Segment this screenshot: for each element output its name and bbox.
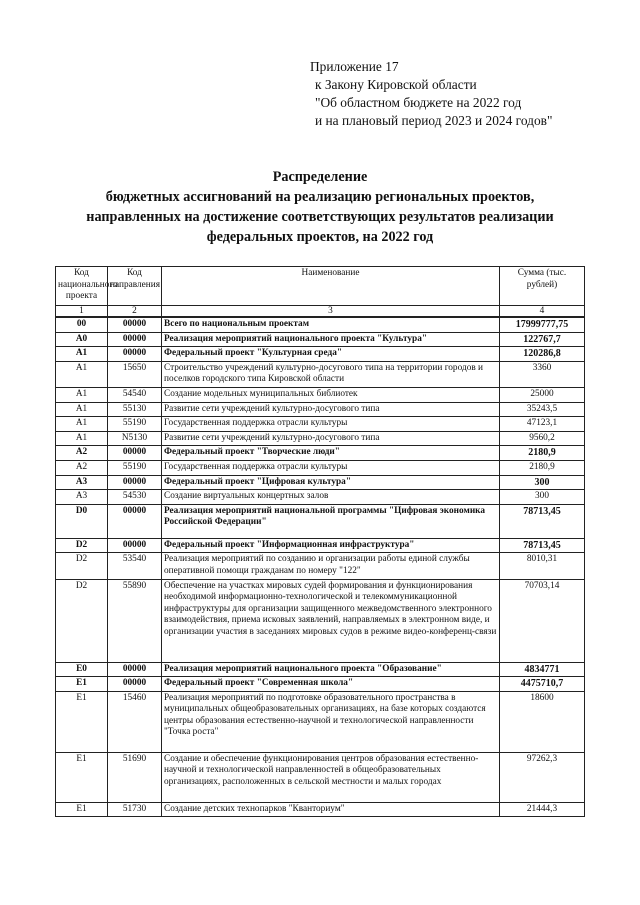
national-project-code-cell: A2 [56, 446, 108, 461]
name-cell: Обеспечение на участках мировых судей формирования и функционирования необходимой информационно-технологической и телекоммуникационной инфраструктуры для организации защищенного межведомственного электронного взаимодействия, приема исковых заявлений, направляемых в электронном виде, и организации участия в заседаниях мировых судов в режиме видео-конференц-связи [162, 579, 500, 662]
amount-cell: 18600 [500, 691, 585, 752]
amount-cell: 300 [500, 475, 585, 490]
national-project-code-cell: A1 [56, 361, 108, 387]
name-cell: Реализация мероприятий по подготовке образовательного пространства в муниципальных общеобразовательных организациях, на базе которых создаются центры образования естественно-научной и технологической направленности "Точка роста" [162, 691, 500, 752]
table-row [56, 387, 585, 402]
table-row [56, 347, 585, 362]
amount-cell: 2180,9 [500, 446, 585, 461]
amount-cell: 300 [500, 490, 585, 505]
appendix-header [310, 58, 552, 130]
national-project-code-cell: A0 [56, 332, 108, 347]
name-cell: Федеральный проект "Культурная среда" [162, 347, 500, 362]
name-cell: Создание и обеспечение функционирования центров образования естественно-научной и технологической направленностей в общеобразовательных организациях, расположенных в сельской местности и малых городах [162, 752, 500, 802]
column-number: 4 [500, 306, 585, 318]
national-project-code-cell: A1 [56, 387, 108, 402]
national-project-code-cell: A1 [56, 402, 108, 417]
amount-cell: 122767,7 [500, 332, 585, 347]
table-row [56, 579, 585, 662]
national-project-code-cell: D2 [56, 579, 108, 662]
name-cell: Государственная поддержка отрасли культуры [162, 460, 500, 475]
column-number: 3 [162, 306, 500, 318]
budget-table [55, 266, 585, 817]
table-row [56, 691, 585, 752]
direction-code-cell: 55190 [108, 417, 162, 432]
header-direction-code: Код направления [108, 267, 162, 306]
name-cell: Федеральный проект "Творческие люди" [162, 446, 500, 461]
table-body [56, 317, 585, 817]
direction-code-cell: 15460 [108, 691, 162, 752]
direction-code-cell: 54540 [108, 387, 162, 402]
amount-cell: 9560,2 [500, 431, 585, 446]
amount-cell: 17999777,75 [500, 317, 585, 332]
table-row [56, 553, 585, 579]
national-project-code-cell: D0 [56, 504, 108, 538]
national-project-code-cell: 00 [56, 317, 108, 332]
header-national-project-code: Код национального проекта [56, 267, 108, 306]
national-project-code-cell: A1 [56, 347, 108, 362]
name-cell: Всего по национальным проектам [162, 317, 500, 332]
national-project-code-cell: E1 [56, 691, 108, 752]
table-row [56, 431, 585, 446]
appendix-line-1: Приложение 17 [310, 59, 399, 74]
title-line-2: бюджетных ассигнований на реализацию региональных проектов, [105, 189, 535, 205]
appendix-line-3: "Об областном бюджете на 2022 год [315, 95, 522, 110]
direction-code-cell: 00000 [108, 538, 162, 553]
amount-cell: 35243,5 [500, 402, 585, 417]
table-row [56, 802, 585, 817]
direction-code-cell: 00000 [108, 446, 162, 461]
column-number-row [56, 306, 585, 318]
name-cell: Федеральный проект "Информационная инфраструктура" [162, 538, 500, 553]
table-row [56, 460, 585, 475]
table-row [56, 662, 585, 677]
name-cell: Строительство учреждений культурно-досугового типа на территории городов и поселков городского типа Кировской области [162, 361, 500, 387]
direction-code-cell: 00000 [108, 317, 162, 332]
name-cell: Федеральный проект "Цифровая культура" [162, 475, 500, 490]
title-line-3: направленных на достижение соответствующих результатов реализации [86, 209, 554, 225]
table-row [56, 752, 585, 802]
amount-cell: 70703,14 [500, 579, 585, 662]
amount-cell: 78713,45 [500, 538, 585, 553]
direction-code-cell: 55190 [108, 460, 162, 475]
national-project-code-cell: D2 [56, 553, 108, 579]
name-cell: Реализация мероприятий национального проекта "Культура" [162, 332, 500, 347]
national-project-code-cell: A1 [56, 431, 108, 446]
amount-cell: 78713,45 [500, 504, 585, 538]
national-project-code-cell: E1 [56, 677, 108, 692]
table-row [56, 504, 585, 538]
direction-code-cell: 00000 [108, 332, 162, 347]
national-project-code-cell: D2 [56, 538, 108, 553]
name-cell: Реализация мероприятий национальной программы "Цифровая экономика Российской Федерации" [162, 504, 500, 538]
national-project-code-cell: A3 [56, 490, 108, 505]
name-cell: Государственная поддержка отрасли культуры [162, 417, 500, 432]
amount-cell: 21444,3 [500, 802, 585, 817]
table-row [56, 361, 585, 387]
national-project-code-cell: E1 [56, 752, 108, 802]
amount-cell: 8010,31 [500, 553, 585, 579]
amount-cell: 47123,1 [500, 417, 585, 432]
table-row [56, 538, 585, 553]
direction-code-cell: 00000 [108, 677, 162, 692]
table-row [56, 446, 585, 461]
appendix-line-2: к Закону Кировской области [315, 77, 477, 92]
document-title [40, 167, 600, 247]
name-cell: Создание виртуальных концертных залов [162, 490, 500, 505]
direction-code-cell: N5130 [108, 431, 162, 446]
direction-code-cell: 55890 [108, 579, 162, 662]
column-number: 1 [56, 306, 108, 318]
name-cell: Реализация мероприятий по созданию и организации работы единой службы оперативной помощи гражданам по номеру "122" [162, 553, 500, 579]
national-project-code-cell: A1 [56, 417, 108, 432]
direction-code-cell: 53540 [108, 553, 162, 579]
amount-cell: 2180,9 [500, 460, 585, 475]
direction-code-cell: 15650 [108, 361, 162, 387]
column-number: 2 [108, 306, 162, 318]
amount-cell: 97262,3 [500, 752, 585, 802]
table-row [56, 677, 585, 692]
title-line-4: федеральных проектов, на 2022 год [206, 229, 434, 245]
name-cell: Федеральный проект "Современная школа" [162, 677, 500, 692]
table-row [56, 317, 585, 332]
national-project-code-cell: A2 [56, 460, 108, 475]
name-cell: Создание детских технопарков "Кванториум" [162, 802, 500, 817]
amount-cell: 4834771 [500, 662, 585, 677]
direction-code-cell: 00000 [108, 662, 162, 677]
direction-code-cell: 00000 [108, 475, 162, 490]
table-row [56, 490, 585, 505]
header-name: Наименование [162, 267, 500, 306]
national-project-code-cell: E0 [56, 662, 108, 677]
amount-cell: 25000 [500, 387, 585, 402]
header-amount: Сумма (тыс. рублей) [500, 267, 585, 306]
table-row [56, 402, 585, 417]
national-project-code-cell: A3 [56, 475, 108, 490]
name-cell: Реализация мероприятий национального проекта "Образование" [162, 662, 500, 677]
direction-code-cell: 54530 [108, 490, 162, 505]
amount-cell: 3360 [500, 361, 585, 387]
direction-code-cell: 00000 [108, 504, 162, 538]
name-cell: Создание модельных муниципальных библиотек [162, 387, 500, 402]
amount-cell: 4475710,7 [500, 677, 585, 692]
table-row [56, 475, 585, 490]
name-cell: Развитие сети учреждений культурно-досугового типа [162, 431, 500, 446]
title-line-1: Распределение [272, 169, 368, 185]
name-cell: Развитие сети учреждений культурно-досугового типа [162, 402, 500, 417]
table-header-row [56, 267, 585, 306]
direction-code-cell: 55130 [108, 402, 162, 417]
appendix-line-4: и на плановый период 2023 и 2024 годов" [315, 113, 553, 128]
direction-code-cell: 00000 [108, 347, 162, 362]
amount-cell: 120286,8 [500, 347, 585, 362]
direction-code-cell: 51730 [108, 802, 162, 817]
direction-code-cell: 51690 [108, 752, 162, 802]
table-row [56, 332, 585, 347]
national-project-code-cell: E1 [56, 802, 108, 817]
table-row [56, 417, 585, 432]
